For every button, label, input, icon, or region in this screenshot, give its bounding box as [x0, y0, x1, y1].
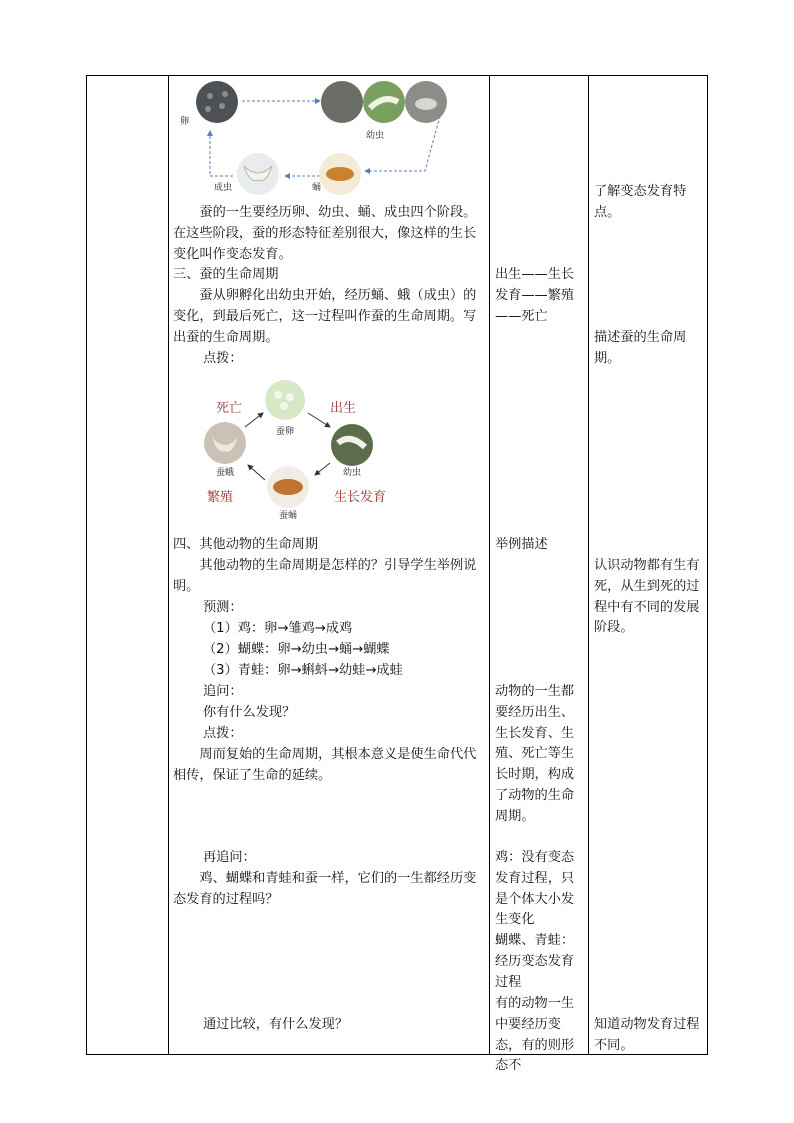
activity-butterfly-frog: 蝴蝶、青蛙：经历变态发育过程: [495, 933, 575, 990]
larva-photo-1: [321, 81, 363, 123]
goal-metamorphosis: 了解变态发育特点。: [594, 184, 687, 220]
silkworm-egg-photo: [265, 380, 305, 420]
paragraph-significance: 周而复始的生命周期，其根本意义是使生命代代相传，保证了生命的延续。: [173, 747, 477, 783]
activity-examples: 举例描述: [495, 537, 548, 552]
column-divider: [588, 76, 589, 1054]
label-death: 死亡: [216, 401, 243, 416]
paragraph-other-animals: 其他动物的生命周期是怎样的？引导学生举例说明。: [173, 558, 477, 594]
egg-photo: [196, 81, 238, 123]
hint-label-1: 点拨：: [203, 351, 243, 366]
label-silkworm-larva: 幼虫: [343, 468, 362, 478]
section-heading-3: 三、蚕的生命周期: [173, 267, 279, 282]
label-larva: 幼虫: [366, 131, 385, 141]
activity-chicken: 鸡：没有变态发育过程，只是个体大小发生变化: [495, 850, 575, 928]
paragraph-metamorphosis: 蚕的一生要经历卵、幼虫、蛹、成虫四个阶段。在这些阶段，蚕的形态特征差别很大，像这样的生长变化叫作变态发育。: [173, 205, 477, 262]
label-pupa: 蛹: [312, 183, 322, 193]
label-reproduction: 繁殖: [207, 490, 234, 505]
silkworm-moth-photo: [204, 422, 246, 464]
label-growth: 生长发育: [334, 490, 387, 505]
label-adult: 成虫: [214, 183, 233, 193]
ask-label: 追问：: [203, 684, 243, 699]
goal-life-cycle: 描述蚕的生命周期。: [594, 330, 687, 366]
section-heading-4: 四、其他动物的生命周期: [173, 537, 319, 552]
predict-label: 预测：: [203, 600, 243, 615]
ask2-question: 鸡、蝴蝶和青蛙和蚕一样，它们的一生都经历变态发育的过程吗？: [173, 871, 477, 907]
example-frog: （3）青蛙：卵→蝌蚪→幼蛙→成蛙: [203, 663, 403, 678]
silkworm-stages-diagram: [170, 76, 470, 196]
label-silkworm-moth: 蚕蛾: [216, 468, 235, 478]
activity-life-cycle: 出生——生长发育——繁殖——死亡: [495, 267, 575, 324]
goal-life-death: 认识动物都有生有死，从生到死的过程中有不同的发展阶段。: [594, 558, 700, 636]
example-chicken: （1）鸡：卵→雏鸡→成鸡: [203, 621, 353, 636]
ask2-label: 再追问：: [203, 850, 256, 865]
label-egg: 卵: [180, 117, 190, 127]
label-silkworm-egg: 蚕卵: [276, 427, 295, 437]
activity-comparison: 有的动物一生中要经历变态，有的则形态不: [495, 996, 575, 1074]
column-divider: [168, 76, 169, 1054]
label-birth: 出生: [330, 401, 357, 416]
column-divider: [489, 76, 490, 1054]
hint-label-2: 点拨：: [203, 726, 243, 741]
ask-question: 你有什么发现？: [203, 705, 296, 720]
goal-development: 知道动物发育过程不同。: [594, 1017, 700, 1053]
label-silkworm-pupa: 蚕蛹: [279, 511, 298, 521]
compare-question: 通过比较，有什么发现？: [203, 1017, 349, 1032]
paragraph-life-cycle: 蚕从卵孵化出幼虫开始，经历蛹、蛾（成虫）的变化，到最后死亡，这一过程叫作蚕的生命周期。写出蚕的生命周期。: [173, 288, 477, 345]
example-butterfly: （2）蝴蝶：卵→幼虫→蛹→蝴蝶: [203, 642, 390, 657]
activity-conclusion: 动物的一生都要经历出生、生长发育、生殖、死亡等生长时期，构成了动物的生命周期。: [495, 684, 575, 824]
